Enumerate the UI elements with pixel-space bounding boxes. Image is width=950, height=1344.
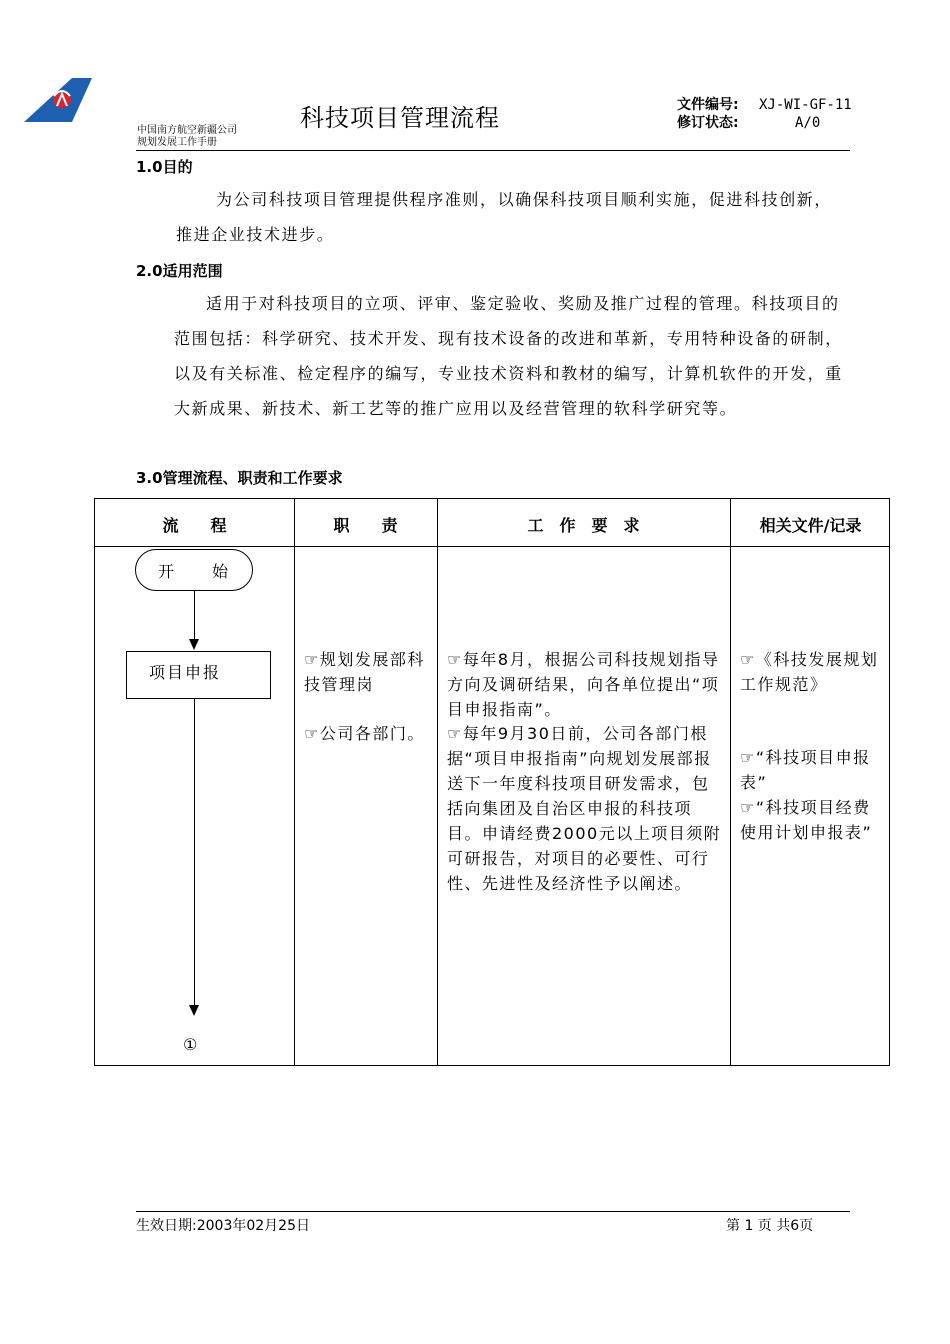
record-item: ☞《科技发展规划工作规范》	[740, 650, 879, 694]
header-divider	[136, 150, 850, 151]
section-1-text: 为公司科技项目管理提供程序准则，以确保科技项目顺利实施，促进科技创新，推进企业技术进步。	[176, 190, 833, 244]
header-duty: 职 责	[333, 516, 398, 535]
china-southern-logo-icon	[24, 76, 92, 124]
revision-value: A/0	[795, 115, 821, 131]
arrow-down-icon	[189, 1005, 199, 1016]
revision-label: 修订状态:	[677, 115, 739, 131]
flow-step-project-application: 项目申报	[126, 651, 271, 699]
arrow-down-icon	[189, 639, 199, 650]
requirement-item: ☞每年8月，根据公司科技规划指导方向及调研结果，向各单位提出“项目申报指南”。	[447, 650, 720, 719]
page-title: 科技项目管理流程	[300, 104, 500, 132]
doc-number-value: XJ-WI-GF-11	[759, 97, 852, 113]
section-2-text: 适用于对科技项目的立项、评审、鉴定验收、奖励及推广过程的管理。科技项目的范围包括：科学研究、技术开发、现有技术设备的改进和革新，专用特种设备的研制，以及有关标准、检定程序的编写，专业技术资料和教材的编写，计算机软件的开发，重大新成果、新技术、新工艺等的推广应用以及经营管理的软科学研究等。	[174, 294, 843, 418]
section-2-heading: 2.0适用范围	[136, 262, 223, 280]
company-name: 中国南方航空新疆公司 规划发展工作手册	[137, 125, 237, 148]
footer-divider	[136, 1211, 850, 1212]
process-table	[94, 498, 890, 1066]
document-meta	[677, 96, 852, 132]
requirement-item: ☞每年9月30日前，公司各部门根据“项目申报指南”向规划发展部报送下一年度科技项目研发需求，包括向集团及自治区申报的科技项目。申请经费2000元以上项目须附可研报告，对项目的必要性、可行性、先进性及经济性予以阐述。	[447, 724, 722, 893]
section-3-heading: 3.0管理流程、职责和工作要求	[136, 469, 343, 487]
page-number: 第 1 页 共6页	[726, 1218, 814, 1234]
header-requirements: 工 作 要 求	[527, 516, 640, 535]
header-records: 相关文件/记录	[759, 516, 862, 535]
flow-arrow	[194, 591, 195, 641]
doc-number-label: 文件编号:	[677, 97, 739, 113]
record-item: ☞“科技项目申报表”	[740, 748, 871, 792]
effective-date: 生效日期:2003年02月25日	[136, 1218, 310, 1234]
flow-start-node: 开 始	[135, 549, 253, 591]
duty-item: ☞公司各部门。	[304, 724, 425, 743]
header-flow: 流 程	[162, 516, 227, 535]
flow-arrow	[194, 699, 195, 1007]
duty-item: ☞规划发展部科技管理岗	[304, 650, 425, 694]
record-item: ☞“科技项目经费使用计划申报表”	[740, 798, 873, 842]
flow-connector: ①	[183, 1035, 198, 1054]
section-1-heading: 1.0目的	[136, 158, 193, 176]
